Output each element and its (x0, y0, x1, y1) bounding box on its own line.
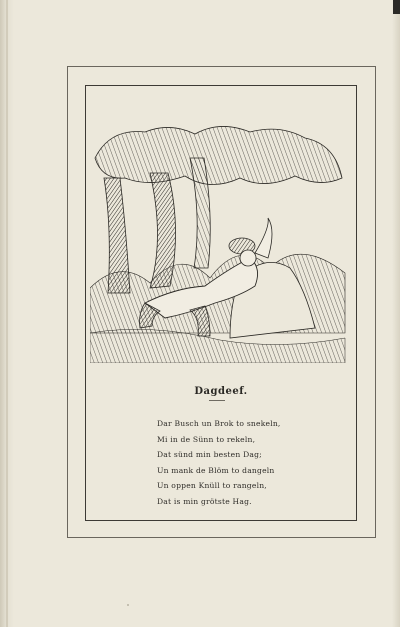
poem-title: Dagdeef. (194, 386, 248, 397)
poem-line: Dat is min grötste Hag. (157, 496, 252, 506)
title-underline (209, 400, 225, 401)
binding-gutter (6, 0, 8, 627)
page-speck (127, 604, 129, 606)
poem-stanza (157, 416, 347, 510)
poem-line: Dat sünd min besten Dag; (157, 450, 262, 460)
scan-corner (393, 0, 400, 14)
poem-line: Dar Busch un Brok to snekeln, (157, 419, 281, 428)
woodcut-illustration (90, 118, 348, 363)
poem-line: Un oppen Knüll to rangeln, (157, 481, 267, 491)
poem-line: Un mank de Blöm to dangeln (157, 465, 275, 475)
poem-line: Mi in de Sünn to rekeln, (157, 434, 256, 444)
